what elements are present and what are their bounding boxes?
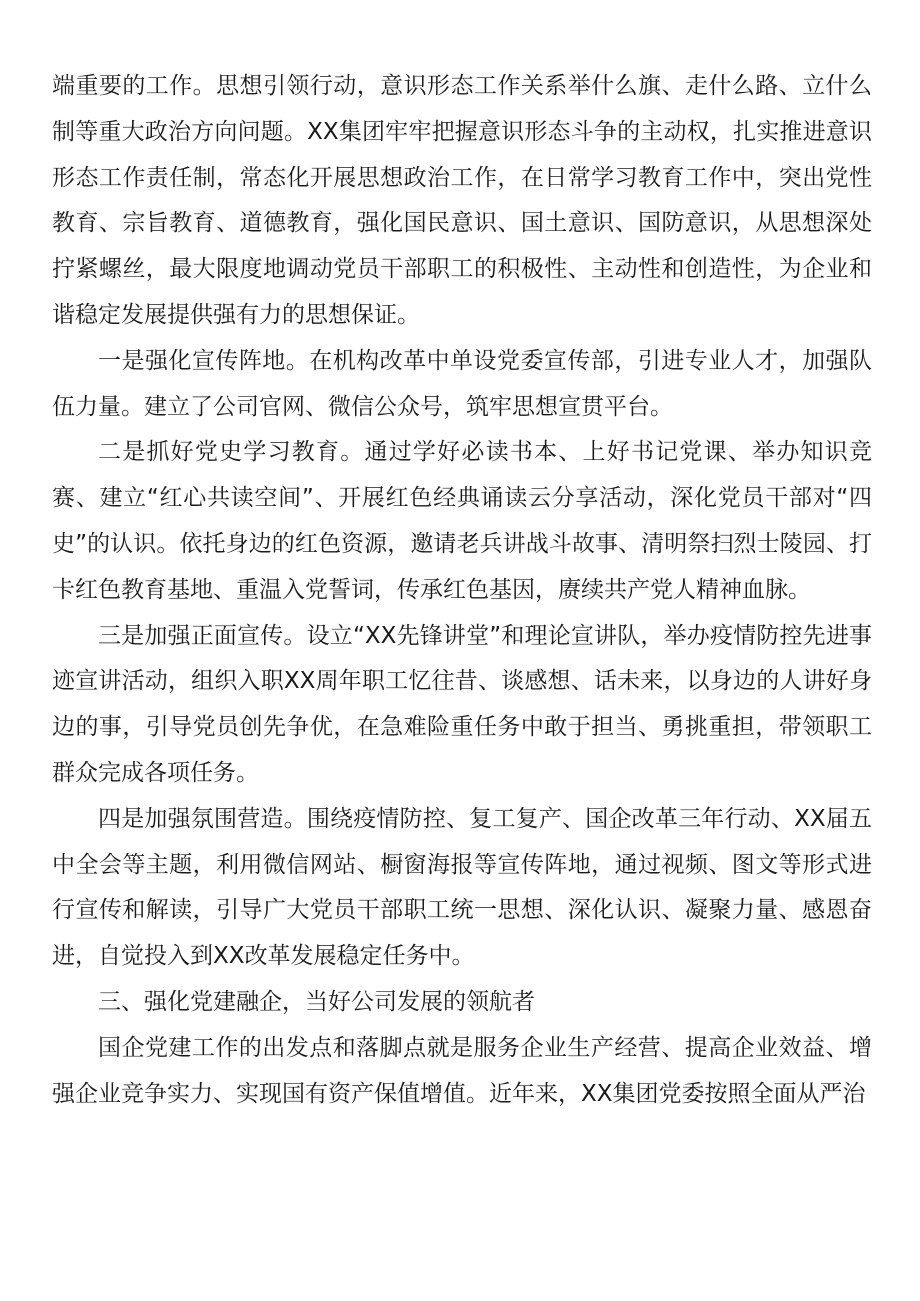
paragraph-atmosphere-building: 四是加强氛围营造。围绕疫情防控、复工复产、国企改革三年行动、XX届五中全会等主题，利用微信网站、橱窗海报等宣传阵地，通过视频、图文等形式进行宣传和解读，引导广大党员干部职工统一思想、深化认识、凝聚力量、感恩奋进，自觉投入到XX改革发展稳定任务中。 — [52, 805, 872, 970]
paragraph-positive-publicity: 三是加强正面宣传。设立“XX先锋讲堂”和理论宣讲队，举办疫情防控先进事迹宣讲活动，组织入职XX周年职工忆往昔、谈感想、话未来，以身边的人讲好身边的事，引导党员创先争优，在急难险重任务中敢于担当、勇挑重担，带领职工群众完成各项任务。 — [52, 622, 872, 786]
document-page — [52, 64, 872, 1117]
paragraph-party-building-intro: 国企党建工作的出发点和落脚点就是服务企业生产经营、提高企业效益、增强企业竞争实力、实现国有资产保值增值。近年来，XX集团党委按照全面从严治 — [52, 1034, 872, 1107]
paragraph-propaganda-position: 一是强化宣传阵地。在机构改革中单设党委宣传部，引进专业人才，加强队伍力量。建立了公司官网、微信公众号，筑牢思想宣贯平台。 — [52, 347, 872, 420]
paragraph-ideology-intro: 端重要的工作。思想引领行动，意识形态工作关系举什么旗、走什么路、立什么制等重大政治方向问题。XX集团牢牢把握意识形态斗争的主动权，扎实推进意识形态工作责任制，常态化开展思想政治工作，在日常学习教育工作中，突出党性教育、宗旨教育、道德教育，强化国民意识、国土意识、国防意识，从思想深处拧紧螺丝，最大限度地调动党员干部职工的积极性、主动性和创造性，为企业和谐稳定发展提供强有力的思想保证。 — [52, 73, 872, 328]
section-heading-party-building: 三、强化党建融企，当好公司发展的领航者 — [98, 988, 535, 1015]
paragraph-party-history-education: 二是抓好党史学习教育。通过学好必读书本、上好书记党课、举办知识竞赛、建立“红心共读空间”、开展红色经典诵读云分享活动，深化党员干部对“四史”的认识。依托身边的红色资源，邀请老兵讲战斗故事、清明祭扫烈士陵园、打卡红色教育基地、重温入党誓词，传承红色基因，赓续共产党人精神血脉。 — [52, 439, 872, 603]
